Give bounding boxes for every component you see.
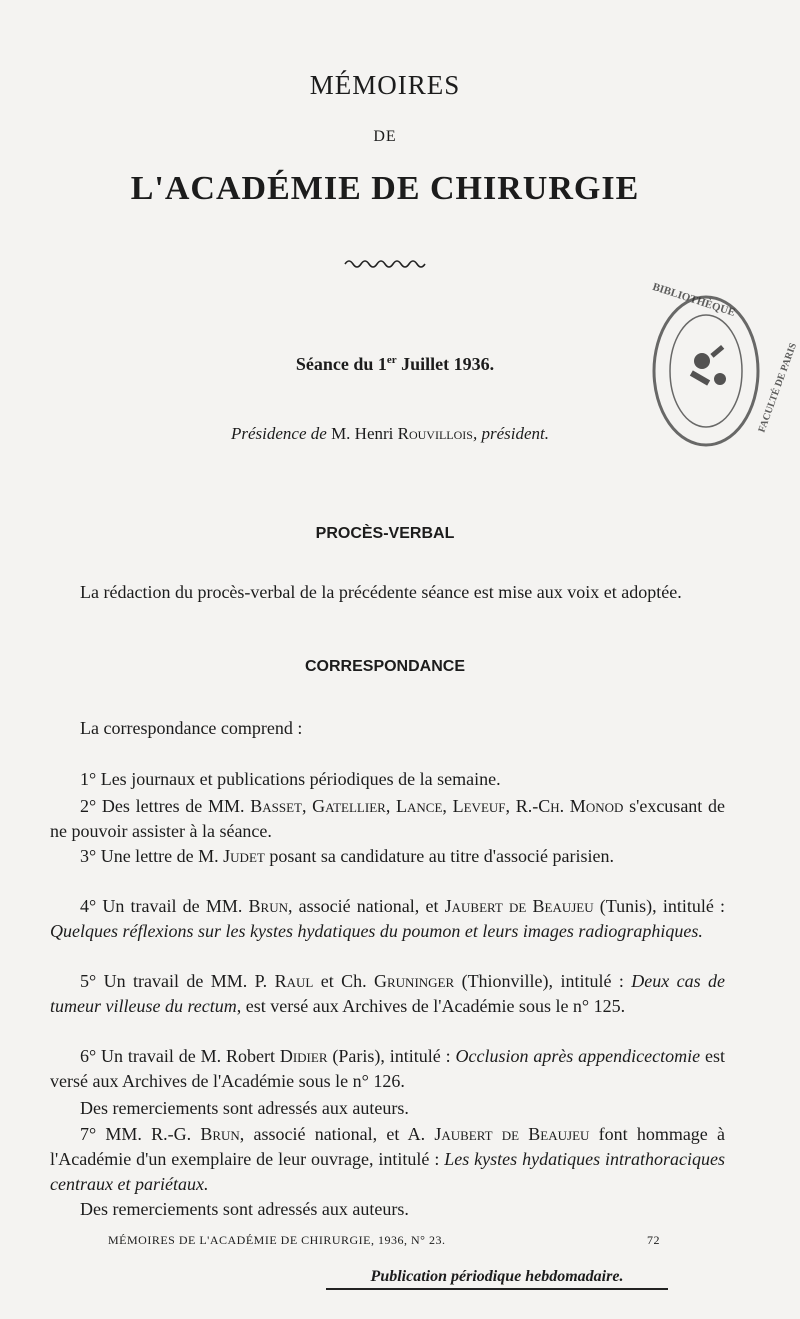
- list-item: [50, 844, 725, 869]
- thanks-line: [50, 1096, 725, 1121]
- session-date-suffix: Juillet 1936.: [396, 354, 495, 374]
- item4-a: 4° Un travail de MM.: [80, 896, 249, 916]
- stamp-text-top: BIBLIOTHÈQUE: [650, 280, 737, 319]
- presidency-role: , président.: [472, 424, 550, 443]
- stamp-text-side: FACULTÉ DE PARIS: [756, 341, 800, 435]
- item5-a: 5° Un travail de MM. P.: [80, 971, 275, 991]
- item5-c: et Ch.: [313, 971, 374, 991]
- page-number: 72: [647, 1233, 660, 1247]
- item7-name1: Brun: [200, 1124, 240, 1144]
- item7-c: , associé national, et A.: [239, 1124, 435, 1144]
- ornament-divider: [345, 258, 425, 268]
- thanks-text-1: Des remerciements sont adressés aux auteurs.: [80, 1098, 409, 1118]
- item4-c: , associé national, et: [287, 896, 445, 916]
- presidency-lead: Présidence de: [230, 424, 327, 443]
- proces-verbal-body: La rédaction du procès-verbal de la précédente séance est mise aux voix et adoptée.: [80, 582, 682, 602]
- correspondance-intro: La correspondance comprend :: [80, 718, 303, 738]
- item5-name2: Gruninger: [374, 971, 455, 991]
- list-item: [50, 1044, 725, 1094]
- session-date-prefix: Séance du 1: [295, 354, 387, 374]
- session-date: [0, 354, 790, 375]
- item6-title: Occlusion après appendicectomie: [455, 1046, 701, 1066]
- list-item: [50, 767, 725, 792]
- item6-e: est versé aux Archives de l'Académie sous le n° 126.: [50, 1046, 725, 1091]
- session-date-sup: er: [386, 354, 397, 366]
- item3-c: posant sa candidature au titre d'associé parisien.: [264, 846, 614, 866]
- item6-c: (Paris), intitulé :: [327, 1046, 456, 1066]
- list-item: [50, 894, 725, 944]
- item1-text: 1° Les journaux et publications périodiques de la semaine.: [80, 769, 501, 789]
- list-item: [50, 794, 725, 844]
- title-de: DE: [373, 128, 397, 145]
- list-item: [50, 1122, 725, 1197]
- item4-title: Quelques réflexions sur les kystes hydatiques du poumon et leurs images radiographiques.: [50, 921, 703, 941]
- thanks-text-2: Des remerciements sont adressés aux auteurs.: [80, 1199, 409, 1219]
- president-name: Rouvillois: [397, 424, 473, 443]
- item5-g: , est versé aux Archives de l'Académie sous le n° 125.: [236, 996, 626, 1016]
- item7-e: font hommage à l'Académie d'un exemplaire de leur ouvrage, intitulé :: [50, 1124, 725, 1169]
- item3-name: Judet: [223, 846, 265, 866]
- item2-c: s'excusant de ne pouvoir assister à la séance.: [50, 796, 726, 841]
- item7-a: 7° MM. R.-G.: [80, 1124, 201, 1144]
- heading-proces-verbal: PROCÈS-VERBAL: [315, 525, 455, 542]
- thanks-line: [50, 1197, 725, 1222]
- item4-name1: Brun: [248, 896, 288, 916]
- item5-title: Deux cas de tumeur villeuse du rectum: [50, 971, 725, 1016]
- footer-journal: MÉMOIRES DE L'ACADÉMIE DE CHIRURGIE, 1936, N° 23.: [108, 1233, 446, 1247]
- item5-e: (Thionville), intitulé :: [454, 971, 632, 991]
- title-academie: L'ACADÉMIE DE CHIRURGIE: [130, 170, 640, 207]
- item7-title: Les kystes hydatiques intrathoraciques centraux et pariétaux.: [50, 1149, 725, 1194]
- list-item: [50, 969, 725, 1019]
- item6-name: Didier: [279, 1046, 328, 1066]
- presidency-line: [0, 424, 780, 444]
- title-memoires: MÉMOIRES: [309, 70, 461, 100]
- presidency-name-prefix: M. Henri: [326, 424, 398, 443]
- item5-name1: Raul: [274, 971, 314, 991]
- item4-e: (Tunis), intitulé :: [593, 896, 726, 916]
- item7-name2: Jaubert de Beaujeu: [434, 1124, 590, 1144]
- item2-names: Basset, Gatellier, Lance, Leveuf, R.-Ch. Monod: [250, 796, 624, 816]
- heading-correspondance: CORRESPONDANCE: [304, 658, 465, 675]
- item4-name2: Jaubert de Beaujeu: [444, 896, 594, 916]
- publication-note: Publication périodique hebdomadaire.: [326, 1268, 668, 1290]
- proces-verbal-text: [80, 580, 725, 605]
- item3-a: 3° Une lettre de M.: [80, 846, 224, 866]
- item6-a: 6° Un travail de M. Robert: [80, 1046, 280, 1066]
- running-footer: [108, 1233, 688, 1248]
- item2-a: 2° Des lettres de MM.: [80, 796, 251, 816]
